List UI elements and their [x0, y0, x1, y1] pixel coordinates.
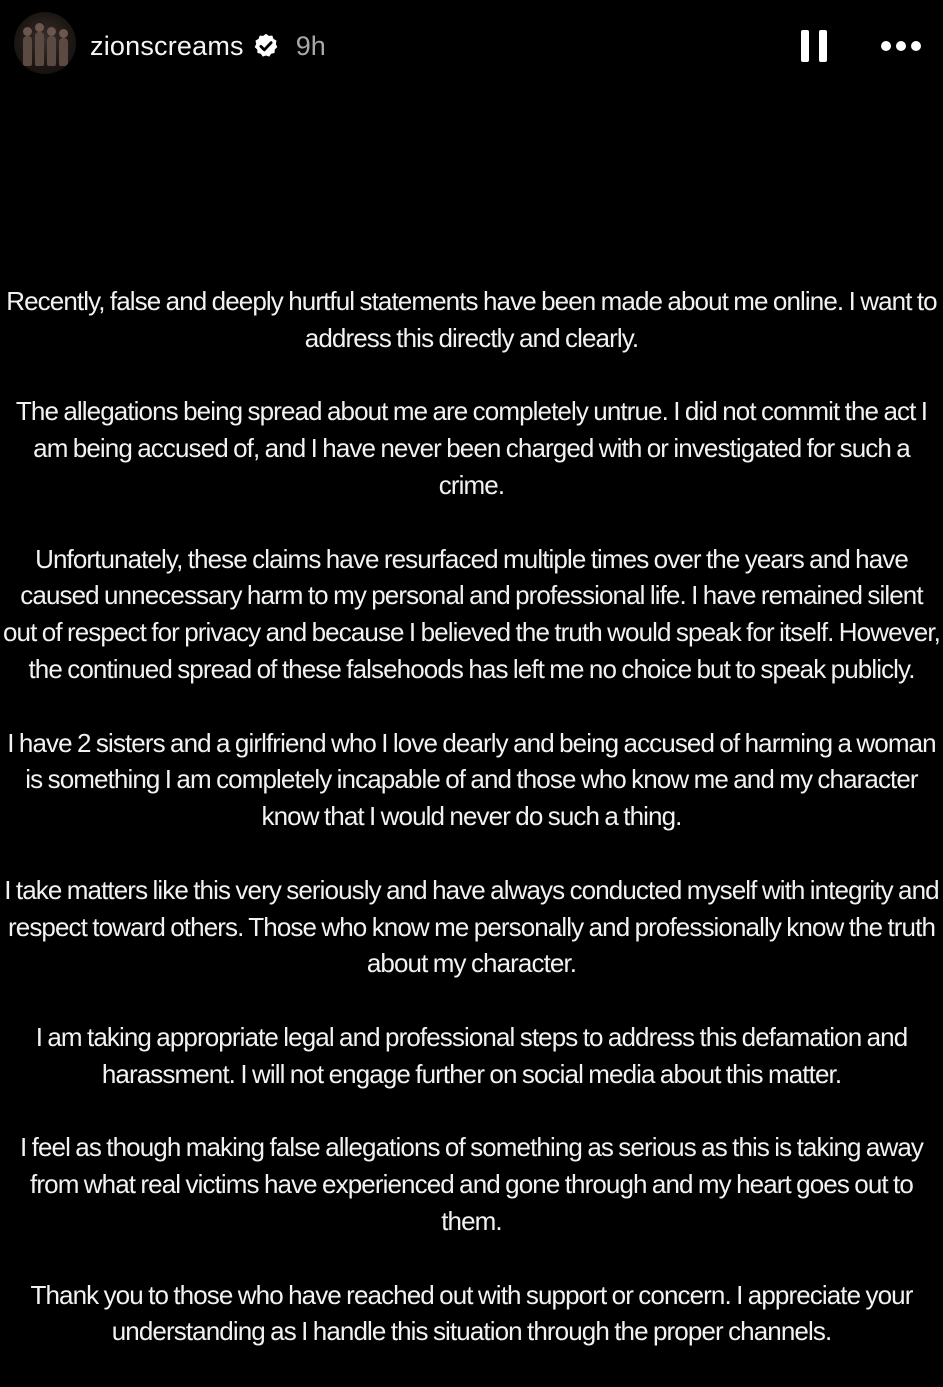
more-options-icon[interactable] — [881, 41, 921, 51]
paragraph-3: Unfortunately, these claims have resurfaced multiple times over the years and have caused unnecessary harm to my personal and professional life. I have remained silent out of respect for privacy and because I believed the truth would speak for itself. However, the continued spread of these falsehoods has left me no choice but to speak publicly. — [3, 543, 940, 684]
username[interactable]: zionscreams — [90, 30, 244, 61]
paragraph-2: The allegations being spread about me are completely untrue. I did not commit the act I am being accused of, and I have never been charged with or investigated for such a crime. — [15, 396, 928, 500]
paragraph-8: Thank you to those who have reached out with support or concern. I appreciate your understanding as I handle this situation through the proper channels. — [30, 1279, 913, 1347]
story-header — [0, 0, 943, 92]
paragraph-6: I am taking appropriate legal and professional steps to address this defamation and harassment. I will not engage further on social media about this matter. — [35, 1021, 908, 1089]
paragraph-7: I feel as though making false allegations of something as serious as this is taking away from what real victims have experienced and gone through and my heart goes out to them. — [19, 1132, 924, 1236]
profile-avatar[interactable] — [14, 12, 76, 74]
post-time: 9h — [295, 30, 326, 61]
paragraph-1: Recently, false and deeply hurtful statements have been made about me online. I want to address this directly and clearly. — [6, 286, 937, 353]
verified-badge-icon — [252, 32, 280, 60]
story-text — [0, 283, 943, 1350]
paragraph-5: I take matters like this very seriously and have always conducted myself with integrity and respect toward others. Those who know me personally and professionally know the truth about my character. — [4, 874, 939, 979]
paragraph-4: I have 2 sisters and a girlfriend who I love dearly and being accused of harming a woman is something I am completely incapable of and those who know me and my character know that I would never do such a thing. — [7, 727, 936, 832]
pause-icon[interactable] — [801, 30, 827, 62]
